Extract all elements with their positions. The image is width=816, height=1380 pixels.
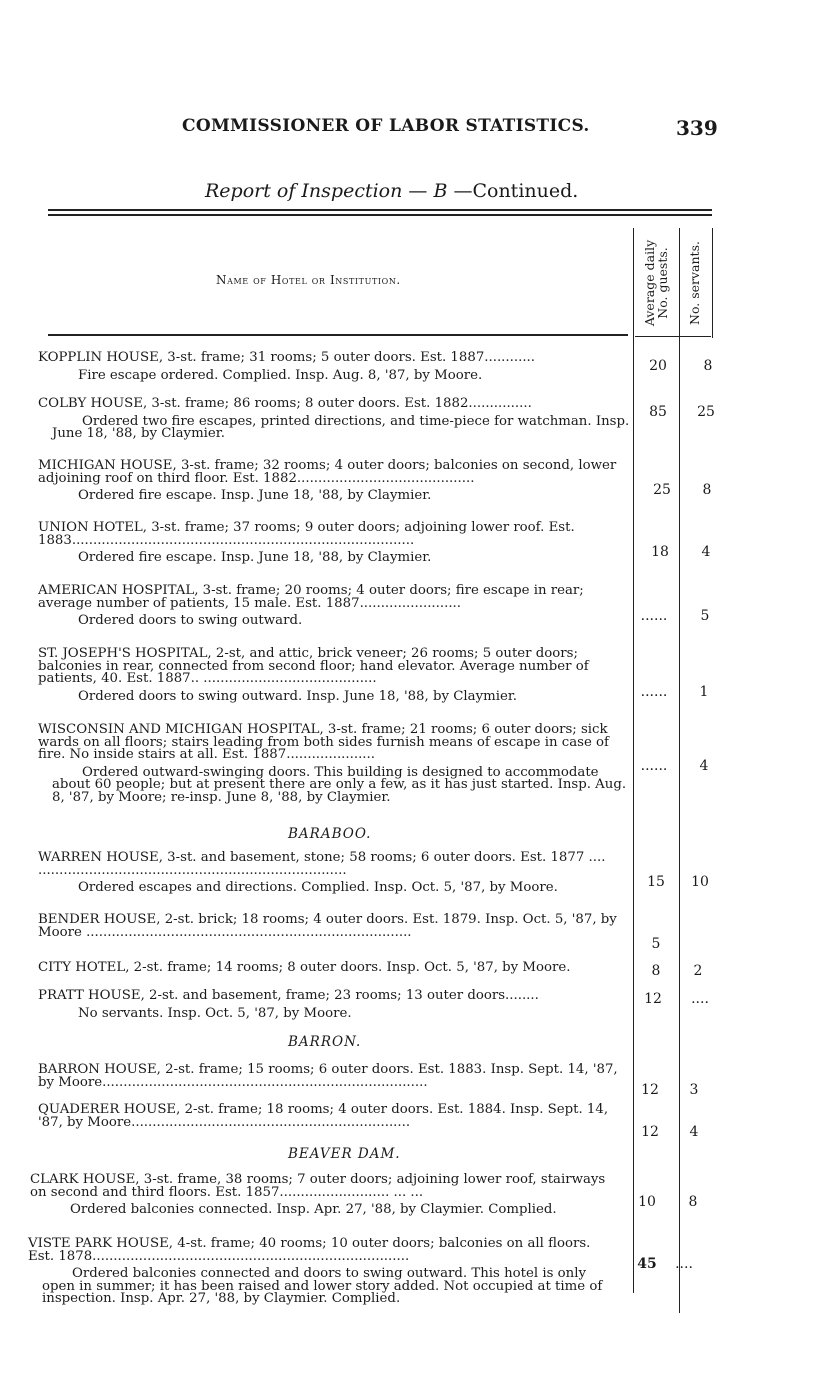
- entry-note: Ordered two fire escapes, printed directions, and time-piece for watchman. Insp. June 18, '88, by Claymier.: [52, 413, 630, 441]
- entry-description: KOPPLIN HOUSE, 3-st. frame; 31 rooms; 5 outer doors. Est. 1887............: [38, 350, 535, 365]
- guests-value: ......: [640, 684, 668, 700]
- guests-value: ......: [640, 758, 668, 774]
- entry-description: VISTE PARK HOUSE, 4-st. frame; 40 rooms; 10 outer doors; balconies on all floors. Est. 1878...........................................................................: [28, 1236, 591, 1264]
- entry-city-hotel: [38, 962, 630, 975]
- servants-value: 8: [702, 482, 712, 498]
- top-double-rule: [48, 209, 712, 211]
- section-heading-barron: BARRON.: [288, 1034, 362, 1050]
- entry-description: WARREN HOUSE, 3-st. and basement, stone; 58 rooms; 6 outer doors. Est. 1877 .... .........................................................................: [38, 850, 606, 878]
- guests-value: 15: [647, 874, 665, 890]
- guests-value: 12: [641, 1124, 659, 1140]
- entry-viste-park-house: [28, 1238, 614, 1306]
- entry-note: Ordered outward-swinging doors. This building is designed to accommodate about 60 people; but at present there are only a few, as it has just started. Insp. Aug. 8, '87, by Moore; re-insp. June 8, '88, by Claymier.: [52, 764, 627, 805]
- column-heading-servants-text: No. servants.: [687, 241, 702, 325]
- entry-note: Ordered balconies connected and doors to swing outward. This hotel is only open in summer; it has been raised and lower story added. Not occupied at time of inspection. Insp. Apr. 27, '88, by Claymier. Complied.: [42, 1266, 603, 1306]
- entry-note: Ordered doors to swing outward. Insp. June 18, '88, by Claymier.: [78, 688, 517, 704]
- report-title-continued: Continued.: [472, 180, 579, 202]
- column-heading-servants: [688, 231, 701, 335]
- entry-description: QUADERER HOUSE, 2-st. frame; 18 rooms; 4 outer doors. Est. 1884. Insp. Sept. 14, '87, by Moore..................................................................: [38, 1102, 609, 1130]
- entry-description: CITY HOTEL, 2-st. frame; 14 rooms; 8 outer doors. Insp. Oct. 5, '87, by Moore.: [38, 960, 571, 975]
- entry-description: CLARK HOUSE, 3-st. frame, 38 rooms; 7 outer doors; adjoining lower roof, stairways on second and third floors. Est. 1857.......................... ... ...: [30, 1172, 606, 1200]
- column-heading-guests-line1: Average daily: [642, 239, 657, 327]
- entry-description: ST. JOSEPH'S HOSPITAL, 2-st, and attic, brick veneer; 26 rooms; 5 outer doors; balconies in rear, connected from second floor; hand elevator. Average number of patients, 40. Est. 1887.. .........................................: [38, 646, 589, 686]
- entry-note: Ordered fire escape. Insp. June 18, '88, by Claymier.: [78, 550, 432, 565]
- guests-value: 12: [644, 991, 662, 1007]
- entry-colby-house: [38, 398, 630, 441]
- guests-value: 12: [641, 1082, 659, 1098]
- entry-michigan-house: [38, 460, 630, 503]
- servants-value: 4: [701, 544, 711, 560]
- column-divider: [712, 228, 713, 338]
- entry-note: No servants. Insp. Oct. 5, '87, by Moore.: [78, 1005, 352, 1021]
- entry-pratt-house: [38, 990, 630, 1020]
- report-title-letter: B: [433, 180, 448, 202]
- guests-value: 25: [653, 482, 671, 498]
- entry-description: PRATT HOUSE, 2-st. and basement, frame; 23 rooms; 13 outer doors........: [38, 988, 539, 1003]
- guests-value: 8: [651, 963, 661, 979]
- servants-value: 8: [703, 358, 713, 374]
- report-title-italic: Report of Inspection: [205, 180, 403, 202]
- entry-warren-house: [38, 852, 630, 895]
- servants-value: 5: [700, 608, 710, 624]
- entry-description: BARRON HOUSE, 2-st. frame; 15 rooms; 6 outer doors. Est. 1883. Insp. Sept. 14, '87, by Moore.............................................................................: [38, 1062, 618, 1090]
- section-heading-beaver-dam: BEAVER DAM.: [288, 1146, 401, 1162]
- entry-description: MICHIGAN HOUSE, 3-st. frame; 32 rooms; 4 outer doors; balconies on second, lower adjoining roof on third floor. Est. 1882..........................................: [38, 458, 617, 486]
- entry-description: COLBY HOUSE, 3-st. frame; 86 rooms; 8 outer doors. Est. 1882...............: [38, 396, 532, 411]
- guests-value: 85: [649, 404, 667, 420]
- servants-value: 8: [688, 1194, 698, 1210]
- entry-description: WISCONSIN AND MICHIGAN HOSPITAL, 3-st. frame; 21 rooms; 6 outer doors; sick wards on all floors; stairs leading from both sides furnish means of escape in case of fire. No inside stairs at all. Est. 1887.....................: [38, 722, 609, 762]
- entry-description: BENDER HOUSE, 2-st. brick; 18 rooms; 4 outer doors. Est. 1879. Insp. Oct. 5, '87, by Moore .............................................................................: [38, 912, 617, 940]
- servants-value: 1: [699, 684, 709, 700]
- column-heading-guests: [643, 231, 669, 335]
- entry-union-hotel: [38, 522, 630, 565]
- column-heading-guests-line2: No. guests.: [655, 247, 670, 319]
- entry-description: UNION HOTEL, 3-st. frame; 37 rooms; 9 outer doors; adjoining lower roof. Est. 1883.................................................................................: [38, 520, 575, 548]
- title-dash: —: [402, 180, 434, 202]
- entry-american-hospital: [38, 585, 630, 628]
- entry-note: Ordered balconies connected. Insp. Apr. 27, '88, by Claymier. Complied.: [70, 1202, 557, 1217]
- column-divider: [679, 228, 680, 1313]
- entry-note: Ordered doors to swing outward.: [78, 613, 303, 628]
- servants-value: ....: [691, 991, 709, 1007]
- guests-value: ......: [640, 608, 668, 624]
- report-title: [205, 180, 578, 202]
- servants-value: 4: [689, 1124, 699, 1140]
- servants-value: 3: [689, 1082, 699, 1098]
- page-number: 339: [676, 116, 718, 140]
- servants-value: ....: [675, 1256, 693, 1272]
- column-heading-name: Name of Hotel or Institution.: [216, 273, 401, 287]
- header-bottom-rule: [635, 336, 711, 337]
- entry-st-josephs-hospital: [38, 648, 630, 703]
- top-double-rule: [48, 214, 712, 216]
- guests-value: 18: [651, 544, 669, 560]
- running-head: COMMISSIONER OF LABOR STATISTICS.: [182, 116, 590, 136]
- servants-value: 10: [691, 874, 709, 890]
- servants-value: 4: [699, 758, 709, 774]
- entry-wisconsin-michigan-hospital: [38, 724, 630, 804]
- entry-description: AMERICAN HOSPITAL, 3-st. frame; 20 rooms; 4 outer doors; fire escape in rear; average number of patients, 15 male. Est. 1887........................: [38, 583, 584, 611]
- entry-note: Ordered fire escape. Insp. June 18, '88, by Claymier.: [78, 488, 432, 503]
- servants-value: 2: [693, 963, 703, 979]
- servants-value: 25: [697, 404, 715, 420]
- entry-note: Fire escape ordered. Complied. Insp. Aug. 8, '87, by Moore.: [78, 367, 483, 383]
- guests-value: 20: [649, 358, 667, 374]
- entry-kopplin-house: [38, 352, 630, 382]
- entry-quaderer-house: [38, 1104, 616, 1129]
- entry-bender-house: [38, 914, 630, 939]
- title-dash: —: [447, 180, 473, 202]
- guests-value: 5: [651, 936, 661, 952]
- guests-value: 10: [638, 1194, 656, 1210]
- entry-clark-house: [30, 1174, 614, 1217]
- entry-barron-house: [38, 1064, 618, 1089]
- entry-note: Ordered escapes and directions. Complied. Insp. Oct. 5, '87, by Moore.: [78, 880, 558, 895]
- guests-value: 45: [637, 1256, 657, 1272]
- header-bottom-rule: [48, 334, 628, 336]
- section-heading-baraboo: BARABOO.: [288, 826, 372, 842]
